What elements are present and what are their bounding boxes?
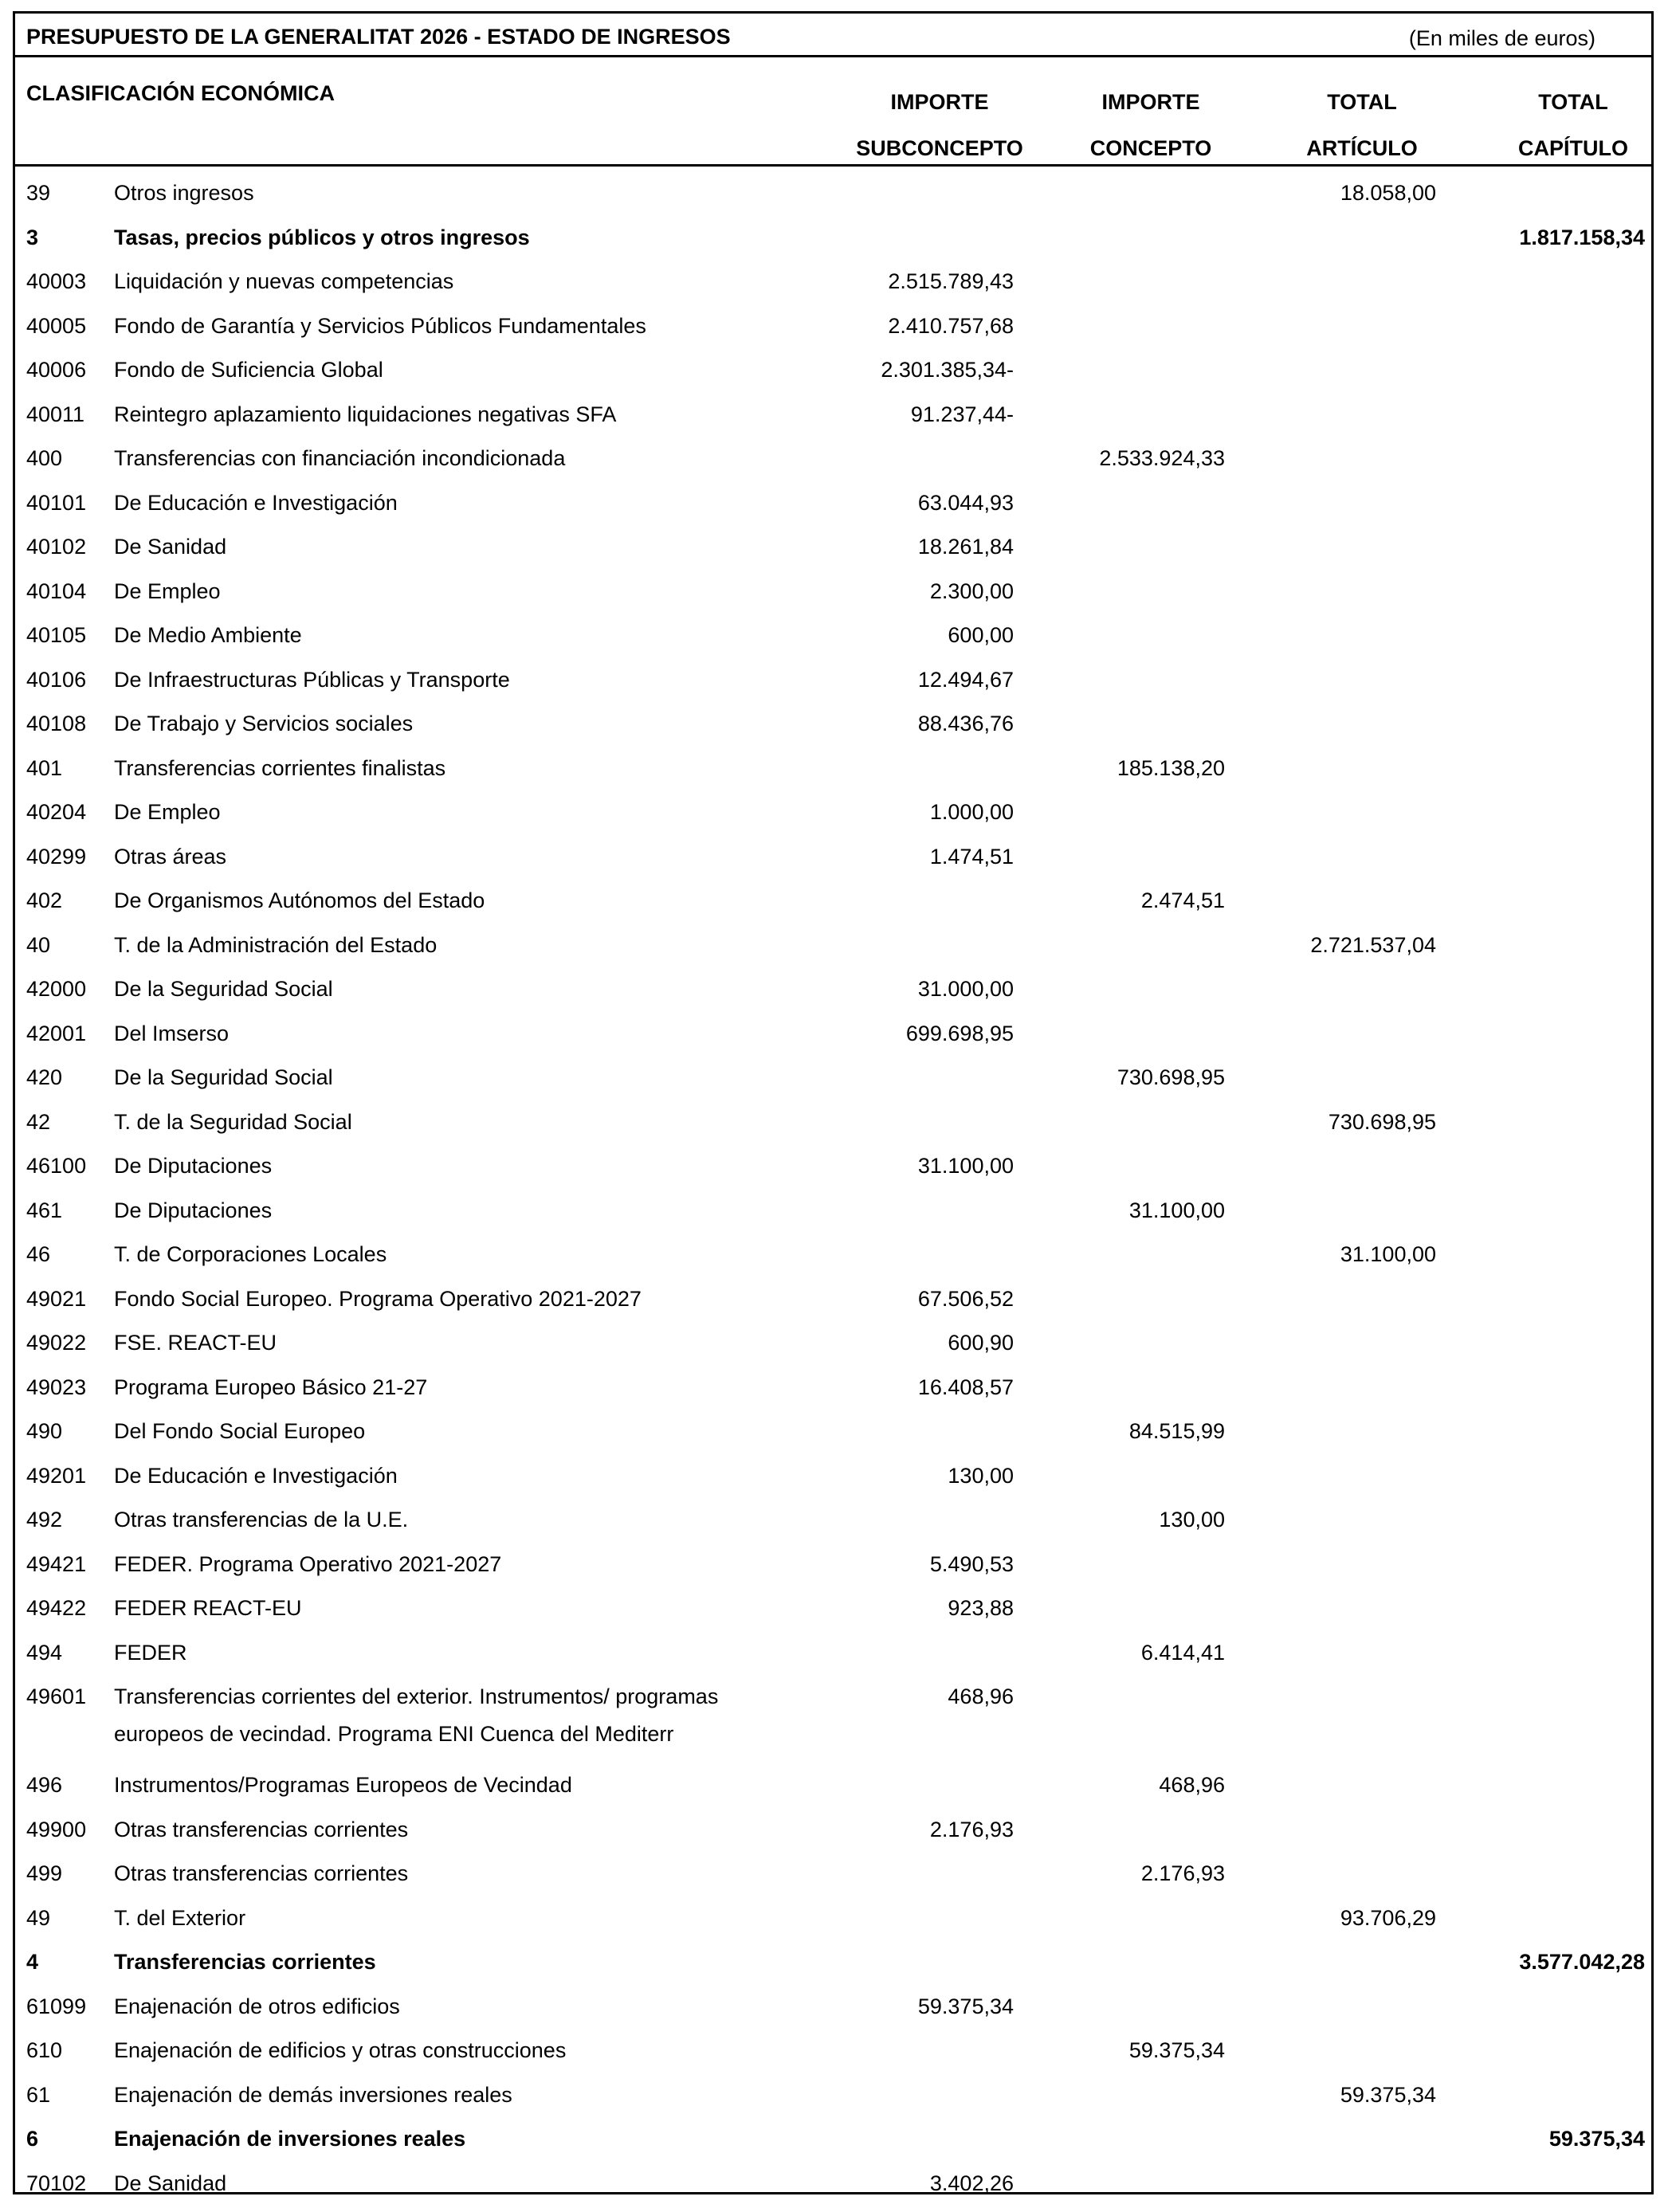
row-code: 40101 (26, 490, 87, 515)
col-header-line2: CONCEPTO (1089, 136, 1212, 160)
importe-subconcepto: 59.375,34 (917, 1994, 1014, 2018)
row-description: Fondo de Garantía y Servicios Públicos Fundamentales (114, 313, 646, 338)
row-description: Otras transferencias corrientes (114, 1861, 409, 1885)
row-description: T. de la Administración del Estado (114, 932, 438, 957)
row-code: 42 (26, 1109, 51, 1134)
importe-subconcepto: 468,96 (948, 1684, 1014, 1708)
row-code: 49421 (26, 1551, 87, 1576)
row-code: 499 (26, 1861, 63, 1885)
row-code: 40106 (26, 667, 87, 692)
importe-subconcepto: 63.044,93 (917, 490, 1014, 515)
row-description: De Diputaciones (114, 1198, 273, 1222)
row-code: 40102 (26, 535, 87, 559)
importe-subconcepto: 1.000,00 (929, 800, 1014, 824)
col-header-line1: IMPORTE (890, 90, 989, 114)
importe-subconcepto: 5.490,53 (929, 1551, 1014, 1576)
row-description: De Sanidad (114, 2171, 227, 2195)
row-code: 49023 (26, 1375, 87, 1399)
classification-label: CLASIFICACIÓN ECONÓMICA (26, 81, 335, 105)
row-description: De Organismos Autónomos del Estado (114, 888, 485, 912)
importe-subconcepto: 130,00 (948, 1463, 1014, 1488)
row-description: Programa Europeo Básico 21-27 (114, 1375, 428, 1399)
importe-subconcepto: 2.410.757,68 (888, 313, 1014, 338)
importe-subconcepto: 923,88 (948, 1596, 1014, 1620)
row-description: FEDER (114, 1640, 187, 1665)
col-header-line2: SUBCONCEPTO (856, 136, 1023, 160)
row-description: Transferencias con financiación incondicionada (114, 446, 566, 470)
row-description: De Diputaciones (114, 1154, 273, 1178)
row-code: 490 (26, 1419, 63, 1443)
importe-subconcepto: 31.100,00 (917, 1154, 1014, 1178)
importe-concepto: 2.474,51 (1140, 888, 1225, 912)
row-code: 46 (26, 1242, 51, 1266)
row-code: 402 (26, 888, 63, 912)
row-code: 420 (26, 1065, 63, 1089)
row-description: Enajenación de edificios y otras construcciones (114, 2038, 567, 2062)
total-articulo: 2.721.537,04 (1310, 932, 1436, 957)
row-code: 40003 (26, 269, 87, 293)
row-description: Fondo de Suficiencia Global (114, 358, 383, 382)
budget-table (13, 11, 1654, 2194)
row-code: 39 (26, 181, 51, 205)
row-description: Enajenación de demás inversiones reales (114, 2082, 512, 2107)
row-description: De Medio Ambiente (114, 623, 302, 647)
row-code: 49601 (26, 1684, 87, 1708)
importe-subconcepto: 2.515.789,43 (888, 269, 1014, 293)
col-header-line1: TOTAL (1327, 90, 1397, 114)
row-description: Enajenación de otros edificios (114, 1994, 400, 2018)
row-code: 494 (26, 1640, 63, 1665)
row-description-continued: europeos de vecindad. Programa ENI Cuenca del Mediterr (114, 1722, 674, 1746)
row-code: 401 (26, 755, 63, 780)
row-description: Otras áreas (114, 844, 227, 869)
row-description: Reintegro aplazamiento liquidaciones negativas SFA (114, 402, 617, 426)
title-bar (15, 14, 1651, 57)
importe-concepto: 185.138,20 (1117, 755, 1225, 780)
row-code: 40006 (26, 358, 87, 382)
row-code: 49201 (26, 1463, 87, 1488)
col-header-line2: CAPÍTULO (1518, 136, 1628, 160)
row-description: De Educación e Investigación (114, 490, 398, 515)
row-code: 40005 (26, 313, 87, 338)
row-code: 61099 (26, 1994, 87, 2018)
row-code: 4 (26, 1950, 39, 1974)
row-code: 40299 (26, 844, 87, 869)
importe-subconcepto: 91.237,44- (910, 402, 1014, 426)
row-code: 49022 (26, 1331, 87, 1355)
total-articulo: 93.706,29 (1340, 1905, 1436, 1930)
total-articulo: 730.698,95 (1328, 1109, 1436, 1134)
importe-subconcepto: 16.408,57 (917, 1375, 1014, 1399)
row-description: Otros ingresos (114, 181, 254, 205)
total-capitulo: 59.375,34 (1548, 2127, 1645, 2151)
row-description: Transferencias corrientes del exterior. Instrumentos/ programas (114, 1684, 719, 1708)
row-description: FSE. REACT-EU (114, 1331, 277, 1355)
row-code: 496 (26, 1773, 63, 1797)
row-code: 492 (26, 1508, 63, 1532)
row-description: T. de la Seguridad Social (114, 1109, 352, 1134)
row-description: Transferencias corrientes (114, 1950, 376, 1974)
row-code: 49021 (26, 1286, 87, 1311)
total-capitulo: 3.577.042,28 (1519, 1950, 1645, 1974)
importe-concepto: 730.698,95 (1117, 1065, 1225, 1089)
row-code: 40011 (26, 402, 85, 426)
row-description: De Empleo (114, 578, 221, 603)
row-description: Del Fondo Social Europeo (114, 1419, 366, 1443)
total-capitulo: 1.817.158,34 (1519, 225, 1645, 249)
col-header-line1: IMPORTE (1101, 90, 1200, 114)
row-description: De la Seguridad Social (114, 1065, 333, 1089)
importe-subconcepto: 31.000,00 (917, 977, 1014, 1001)
row-code: 61 (26, 2082, 51, 2107)
units-note: (En miles de euros) (1408, 26, 1595, 50)
row-code: 610 (26, 2038, 63, 2062)
importe-subconcepto: 2.301.385,34- (881, 358, 1014, 382)
importe-concepto: 84.515,99 (1128, 1419, 1225, 1443)
row-code: 40105 (26, 623, 87, 647)
total-articulo: 59.375,34 (1340, 2082, 1436, 2107)
row-code: 42000 (26, 977, 87, 1001)
column-headers (15, 57, 1651, 167)
row-description: De Infraestructuras Públicas y Transporte (114, 667, 510, 692)
importe-subconcepto: 12.494,67 (917, 667, 1014, 692)
row-description: Instrumentos/Programas Europeos de Vecindad (114, 1773, 572, 1797)
row-code: 6 (26, 2127, 39, 2151)
row-description: De Empleo (114, 800, 221, 824)
row-code: 40104 (26, 578, 87, 603)
row-code: 40 (26, 932, 51, 957)
importe-subconcepto: 18.261,84 (917, 535, 1014, 559)
col-header-line2: ARTÍCULO (1306, 136, 1418, 160)
importe-subconcepto: 2.176,93 (929, 1817, 1014, 1841)
row-code: 40204 (26, 800, 87, 824)
importe-subconcepto: 88.436,76 (917, 712, 1014, 735)
importe-subconcepto: 600,00 (948, 623, 1014, 647)
importe-subconcepto: 1.474,51 (929, 844, 1014, 869)
row-description: Enajenación de inversiones reales (114, 2127, 466, 2151)
col-header-line1: TOTAL (1538, 90, 1608, 114)
importe-concepto: 468,96 (1159, 1773, 1225, 1797)
row-description: FEDER. Programa Operativo 2021-2027 (114, 1551, 502, 1576)
importe-subconcepto: 67.506,52 (917, 1286, 1014, 1311)
row-code: 49 (26, 1905, 51, 1930)
row-description: Del Imserso (114, 1021, 230, 1045)
row-description: De Educación e Investigación (114, 1463, 398, 1488)
importe-subconcepto: 600,90 (948, 1331, 1014, 1355)
importe-concepto: 130,00 (1159, 1508, 1225, 1532)
row-description: Fondo Social Europeo. Programa Operativo 2021-2027 (114, 1286, 642, 1311)
importe-concepto: 2.533.924,33 (1099, 446, 1225, 470)
row-code: 461 (26, 1198, 63, 1222)
row-description: Otras transferencias de la U.E. (114, 1508, 409, 1532)
row-description: Otras transferencias corrientes (114, 1817, 409, 1841)
row-description: Transferencias corrientes finalistas (114, 755, 446, 780)
importe-concepto: 31.100,00 (1128, 1198, 1225, 1222)
importe-subconcepto: 699.698,95 (905, 1021, 1014, 1045)
row-description: Liquidación y nuevas competencias (114, 269, 454, 293)
row-description: Tasas, precios públicos y otros ingresos (114, 225, 530, 249)
importe-subconcepto: 3.402,26 (929, 2171, 1014, 2195)
row-description: T. del Exterior (114, 1905, 246, 1930)
row-code: 46100 (26, 1154, 87, 1178)
importe-concepto: 6.414,41 (1140, 1640, 1225, 1665)
importe-concepto: 59.375,34 (1128, 2038, 1225, 2062)
row-code: 49422 (26, 1596, 87, 1620)
row-code: 3 (26, 225, 39, 249)
row-description: FEDER REACT-EU (114, 1596, 302, 1620)
row-description: De la Seguridad Social (114, 977, 333, 1001)
row-code: 70102 (26, 2171, 87, 2195)
importe-subconcepto: 2.300,00 (929, 578, 1014, 603)
total-articulo: 18.058,00 (1340, 181, 1436, 205)
importe-concepto: 2.176,93 (1140, 1861, 1225, 1885)
row-description: De Trabajo y Servicios sociales (114, 712, 414, 735)
row-code: 49900 (26, 1817, 87, 1841)
page-title: PRESUPUESTO DE LA GENERALITAT 2026 - ESTADO DE INGRESOS (26, 25, 731, 49)
row-code: 400 (26, 446, 63, 470)
row-description: De Sanidad (114, 535, 227, 559)
row-code: 40108 (26, 712, 87, 735)
row-code: 42001 (26, 1021, 87, 1045)
row-description: T. de Corporaciones Locales (114, 1242, 387, 1266)
total-articulo: 31.100,00 (1340, 1242, 1436, 1266)
